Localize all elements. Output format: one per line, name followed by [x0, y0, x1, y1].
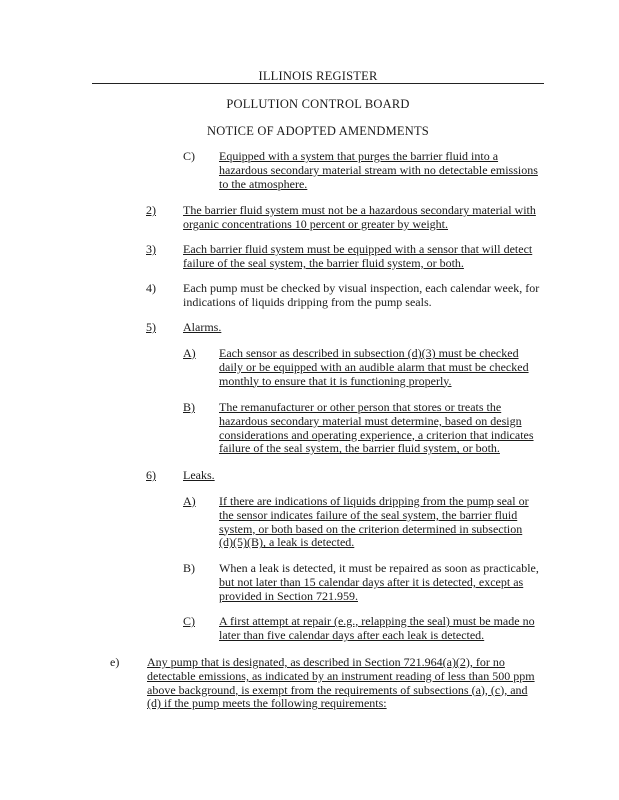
item-label-6: 6) [146, 468, 156, 482]
notice-title: NOTICE OF ADOPTED AMENDMENTS [207, 124, 429, 138]
item-2-text: The barrier fluid system must not be a hazardous secondary material with organic concentrations 10 percent or greater by weight. [183, 203, 536, 231]
item-4-text: Each pump must be checked by visual inspection, each calendar week, for indications of liquids dripping from the pump seals. [183, 281, 540, 309]
item-label-2: 2) [146, 203, 156, 217]
item-e-text: Any pump that is designated, as described in Section 721.964(a)(2), for no detectable emissions, as indicated by an instrument reading of less than 500 ppm above background, is exempt from the requirements of subsections (a), (c), and (d) if the pump meets the following requirements: [147, 655, 535, 711]
item-label-3: 3) [146, 242, 156, 256]
item-label-e: e) [110, 655, 120, 669]
item-6b-text: When a leak is detected, it must be repaired as soon as practicable, but not later than 15 calendar days after it is detected, except as provided in Section 721.959. [219, 561, 539, 603]
item-6-text: Leaks. [183, 468, 215, 482]
register-title: ILLINOIS REGISTER [258, 69, 378, 83]
item-label-6b: B) [183, 561, 195, 575]
item-5b-text: The remanufacturer or other person that stores or treats the hazardous secondary material must determine, based on design considerations and operating experience, a criterion that indicates failure of the seal system, the barrier fluid system, or both. [219, 400, 534, 456]
item-label-6c: C) [183, 614, 195, 628]
item-c-text: Equipped with a system that purges the barrier fluid into a hazardous secondary material stream with no detectable emissions to the atmosphere. [219, 149, 538, 191]
item-6a-text: If there are indications of liquids dripping from the pump seal or the sensor indicates failure of the seal system, the barrier fluid system, or both based on the criterion determined in subsection (d)(5)(B), a leak is detected. [219, 494, 529, 550]
item-5-text: Alarms. [183, 320, 222, 334]
item-label-4: 4) [146, 281, 156, 295]
item-label-6a: A) [183, 494, 196, 508]
item-6c-text: A first attempt at repair (e.g., relapping the seal) must be made no later than five calendar days after each leak is detected. [219, 614, 535, 642]
item-label-5a: A) [183, 346, 196, 360]
item-label-5: 5) [146, 320, 156, 334]
board-title: POLLUTION CONTROL BOARD [226, 97, 410, 111]
item-5a-text: Each sensor as described in subsection (d)(3) must be checked daily or be equipped with an audible alarm that must be checked monthly to ensure that it is functioning properly. [219, 346, 529, 388]
item-label-c: C) [183, 149, 195, 163]
item-3-text: Each barrier fluid system must be equipped with a sensor that will detect failure of the seal system, the barrier fluid system, or both. [183, 242, 533, 270]
item-label-5b: B) [183, 400, 195, 414]
